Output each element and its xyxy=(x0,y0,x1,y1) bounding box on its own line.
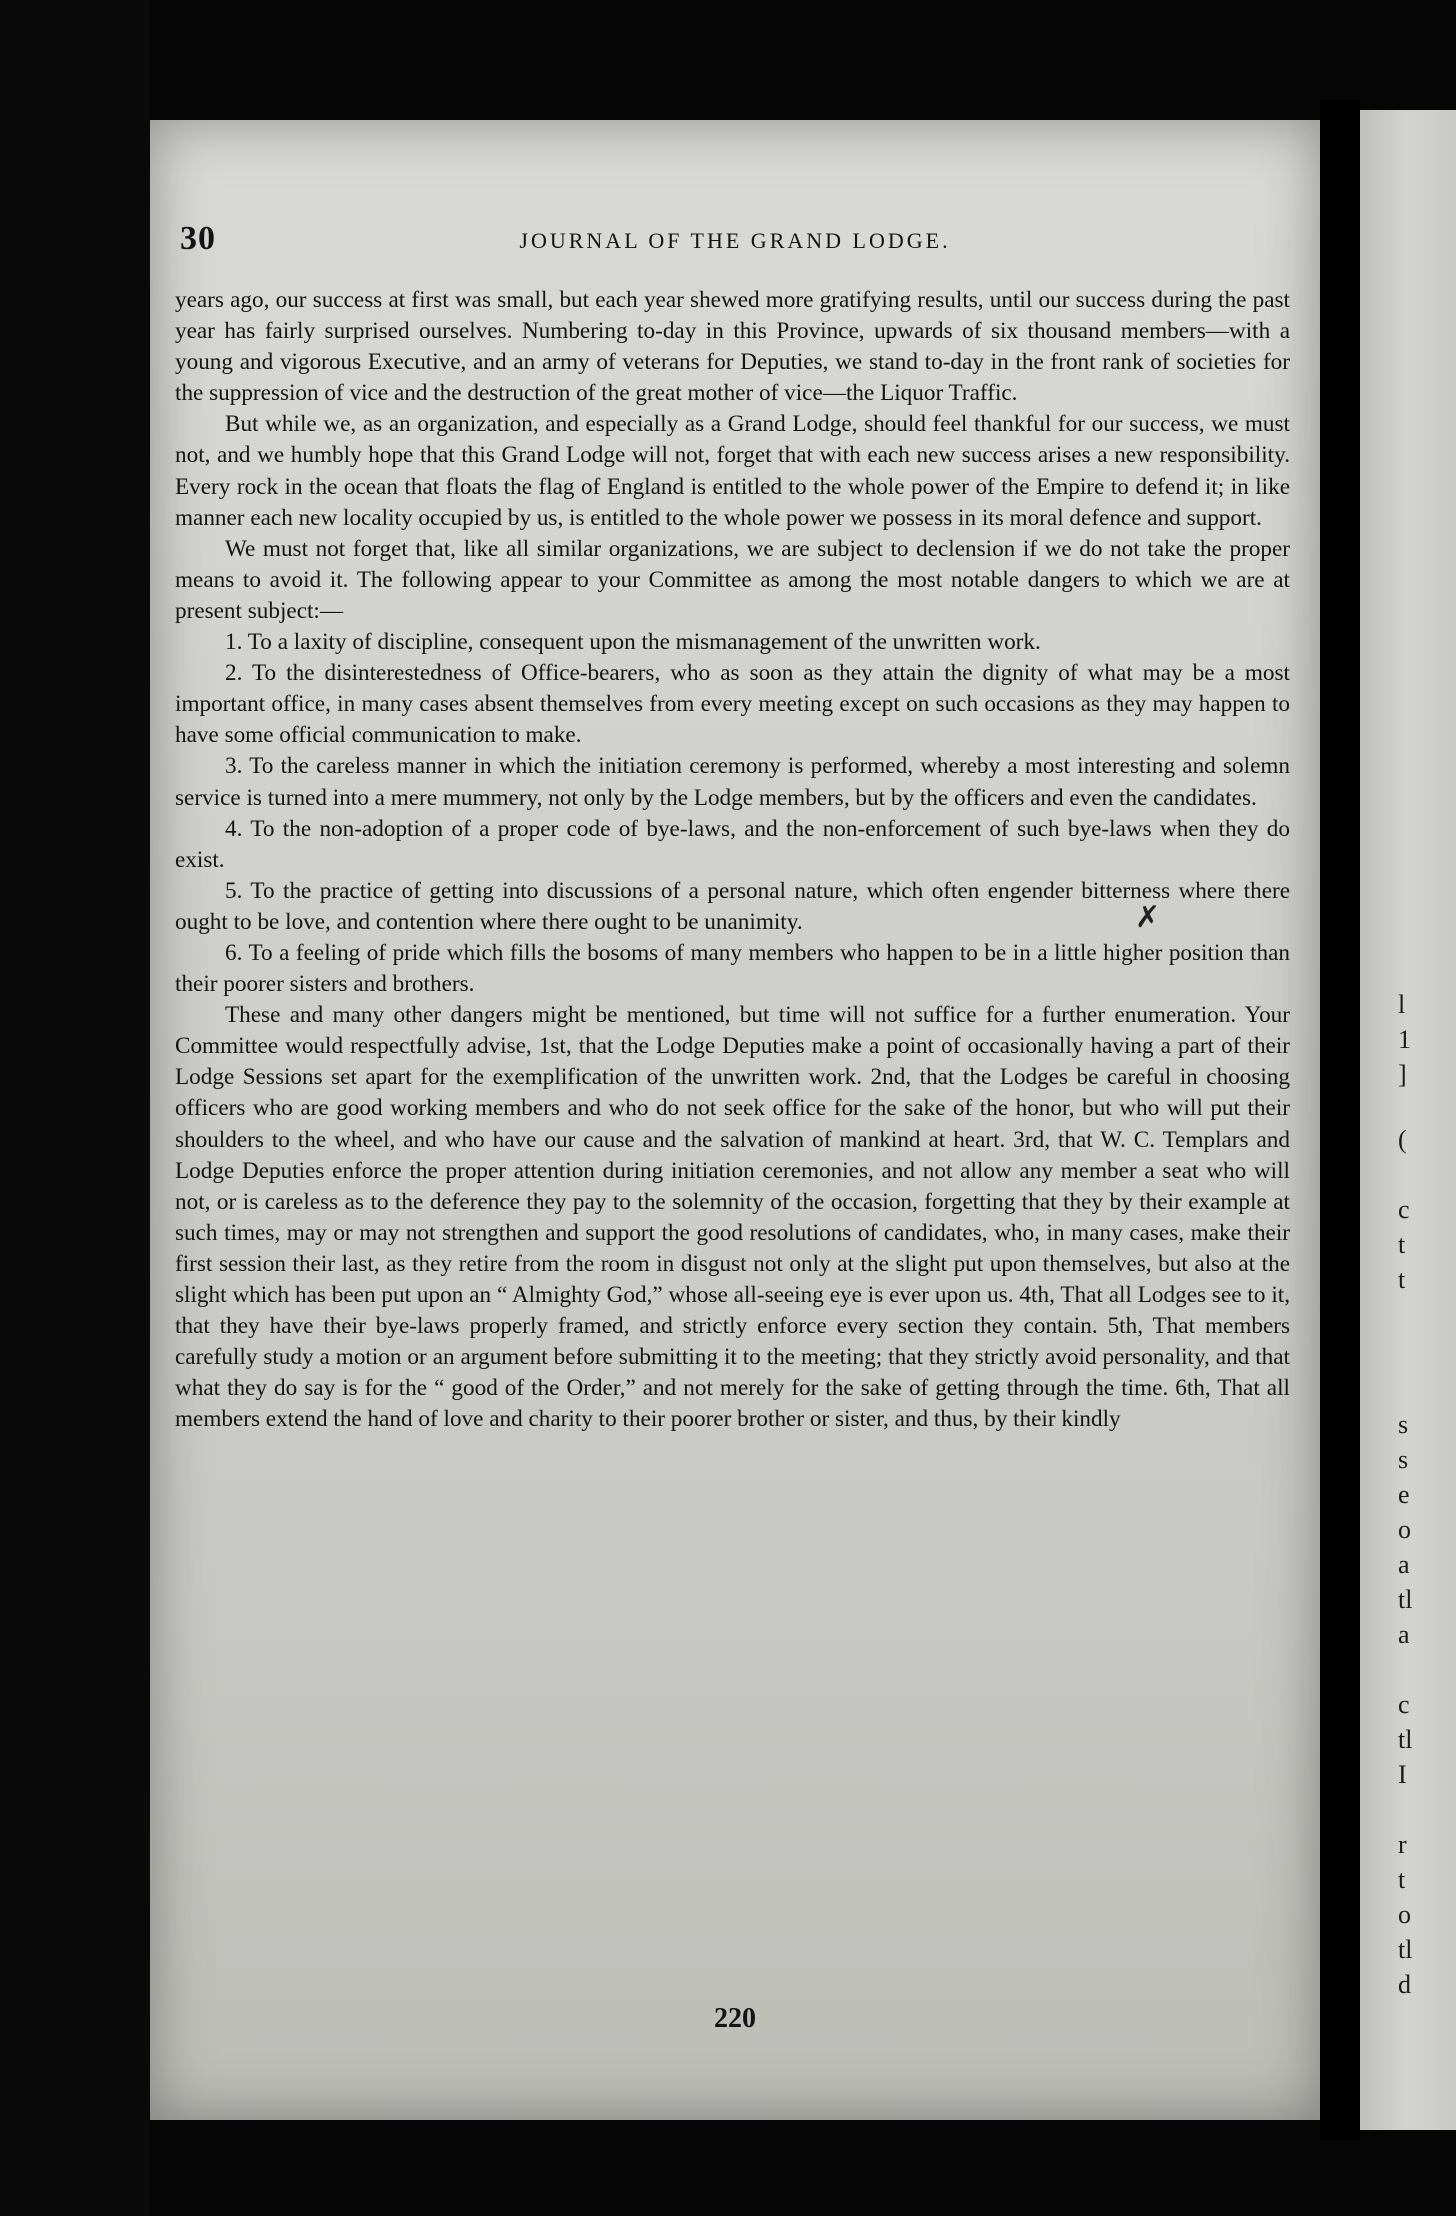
adjacent-fragment: t xyxy=(1398,1230,1406,1259)
adjacent-fragment: t xyxy=(1398,1865,1406,1894)
adjacent-fragment: 1 xyxy=(1398,1025,1411,1054)
adjacent-fragment: tl xyxy=(1398,1725,1413,1754)
adjacent-fragment: c xyxy=(1398,1690,1410,1719)
adjacent-fragment: tl xyxy=(1398,1935,1413,1964)
page-header xyxy=(180,220,1290,270)
adjacent-fragment: l xyxy=(1398,990,1406,1019)
running-title: JOURNAL OF THE GRAND LODGE. xyxy=(519,228,951,253)
adjacent-fragment: s xyxy=(1398,1410,1409,1439)
document-page xyxy=(150,120,1320,2120)
adjacent-fragment: a xyxy=(1398,1550,1410,1579)
page-gutter xyxy=(1320,100,1360,2140)
danger-item: 5. To the practice of getting into discussions of a personal nature, which often engender bitterness where there ought to be love, and contention where there ought to be unanimity. xyxy=(175,877,1290,935)
danger-item: 4. To the non-adoption of a proper code of bye-laws, and the non-enforcement of such bye-laws when they do exist. xyxy=(175,815,1290,873)
adjacent-fragment: t xyxy=(1398,1265,1406,1294)
adjacent-fragment: s xyxy=(1398,1445,1409,1474)
margin-mark: ✗ xyxy=(1135,901,1161,934)
paragraph: We must not forget that, like all similar organizations, we are subject to declension if we do not take the proper means to avoid it. The following appear to your Committee as among the most notable dangers to which we are at present subject:— xyxy=(175,535,1290,624)
adjacent-fragment: d xyxy=(1398,1970,1411,1999)
adjacent-fragment: tl xyxy=(1398,1585,1413,1614)
adjacent-fragment: r xyxy=(1398,1830,1407,1859)
adjacent-fragment: o xyxy=(1398,1515,1411,1544)
adjacent-fragment: a xyxy=(1398,1620,1410,1649)
folio-number: 220 xyxy=(714,2003,756,2034)
film-margin-left xyxy=(0,0,150,2216)
danger-item: 1. To a laxity of discipline, consequent upon the mismanagement of the unwritten work. xyxy=(225,629,1041,656)
paragraph: These and many other dangers might be mentioned, but time will not suffice for a further enumeration. Your Committee would respectfully advise, 1st, that the Lodge Deputies make a point of occasionally having a part of their Lodge Sessions set apart for the exemplification of the unwritten work. 2nd, that the Lodges be careful in choosing officers who are good working members and who do not seek office for the sake of the honor, but who will put their shoulders to the wheel, and who have our cause and the salvation of mankind at heart. 3rd, that W. C. Templars and Lodge Deputies enforce the proper attention during initiation ceremonies, and not allow any member a seat who will not, or is careless as to the deference they pay to the solemnity of the occasion, forgetting that they by their example at such times, may or may not strengthen and support the good resolutions of candidates, who, in many cases, make their first session their last, as they retire from the room in disgust not only at the slight put upon themselves, but also at the slight which has been put upon an “ Almighty God,” whose all-seeing eye is ever upon us. 4th, That all Lodges see to it, that they have their bye-laws properly framed, and strictly enforce every section they contain. 5th, That members carefully study a motion or an argument before submitting it to the meeting; that they strictly avoid personality, and that what they do say is for the “ good of the Order,” and not merely for the sake of getting through the time. 6th, That all members extend the hand of love and charity to their poorer brother or sister, and thus, by their kindly xyxy=(175,1002,1290,1433)
adjacent-fragment: c xyxy=(1398,1195,1410,1224)
adjacent-fragment: ] xyxy=(1398,1060,1407,1089)
paragraph: But while we, as an organization, and especially as a Grand Lodge, should feel thankful for our success, we must not, and we humbly hope that this Grand Lodge will not, forget that with each new success arises a new responsibility. Every rock in the ocean that floats the flag of England is entitled to the whole power of the Empire to defend it; in like manner each new locality occupied by us, is entitled to the whole power we possess in its moral defence and support. xyxy=(175,411,1290,531)
adjacent-fragment: o xyxy=(1398,1900,1411,1929)
page-number: 30 xyxy=(180,220,216,257)
page-body xyxy=(175,285,1290,1435)
paragraph-continuation: years ago, our success at first was small, but each year shewed more gratifying results, until our success during the past year has fairly surprised ourselves. Numbering to-day in this Province, upwards of six thousand members—with a young and vigorous Executive, and an army of veterans for Deputies, we stand to-day in the front rank of societies for the suppression of vice and the destruction of the great mother of vice—the Liquor Traffic. xyxy=(175,287,1290,407)
adjacent-page-strip xyxy=(1360,110,1456,2130)
danger-item: 6. To a feeling of pride which fills the bosoms of many members who happen to be in a little higher position than their poorer sisters and brothers. xyxy=(175,939,1290,998)
danger-item: 2. To the disinterestedness of Office-bearers, who as soon as they attain the dignity of what may be a most important office, in many cases absent themselves from every meeting except on such occasions as they may happen to have some official communication to make. xyxy=(175,660,1290,749)
adjacent-fragment: ( xyxy=(1398,1125,1407,1154)
adjacent-fragment: e xyxy=(1398,1480,1410,1509)
danger-item: 3. To the careless manner in which the initiation ceremony is performed, whereby a most interesting and solemn service is turned into a mere mummery, not only by the Lodge members, but by the officers and even the candidates. xyxy=(175,753,1290,811)
adjacent-fragment: I xyxy=(1398,1760,1407,1789)
